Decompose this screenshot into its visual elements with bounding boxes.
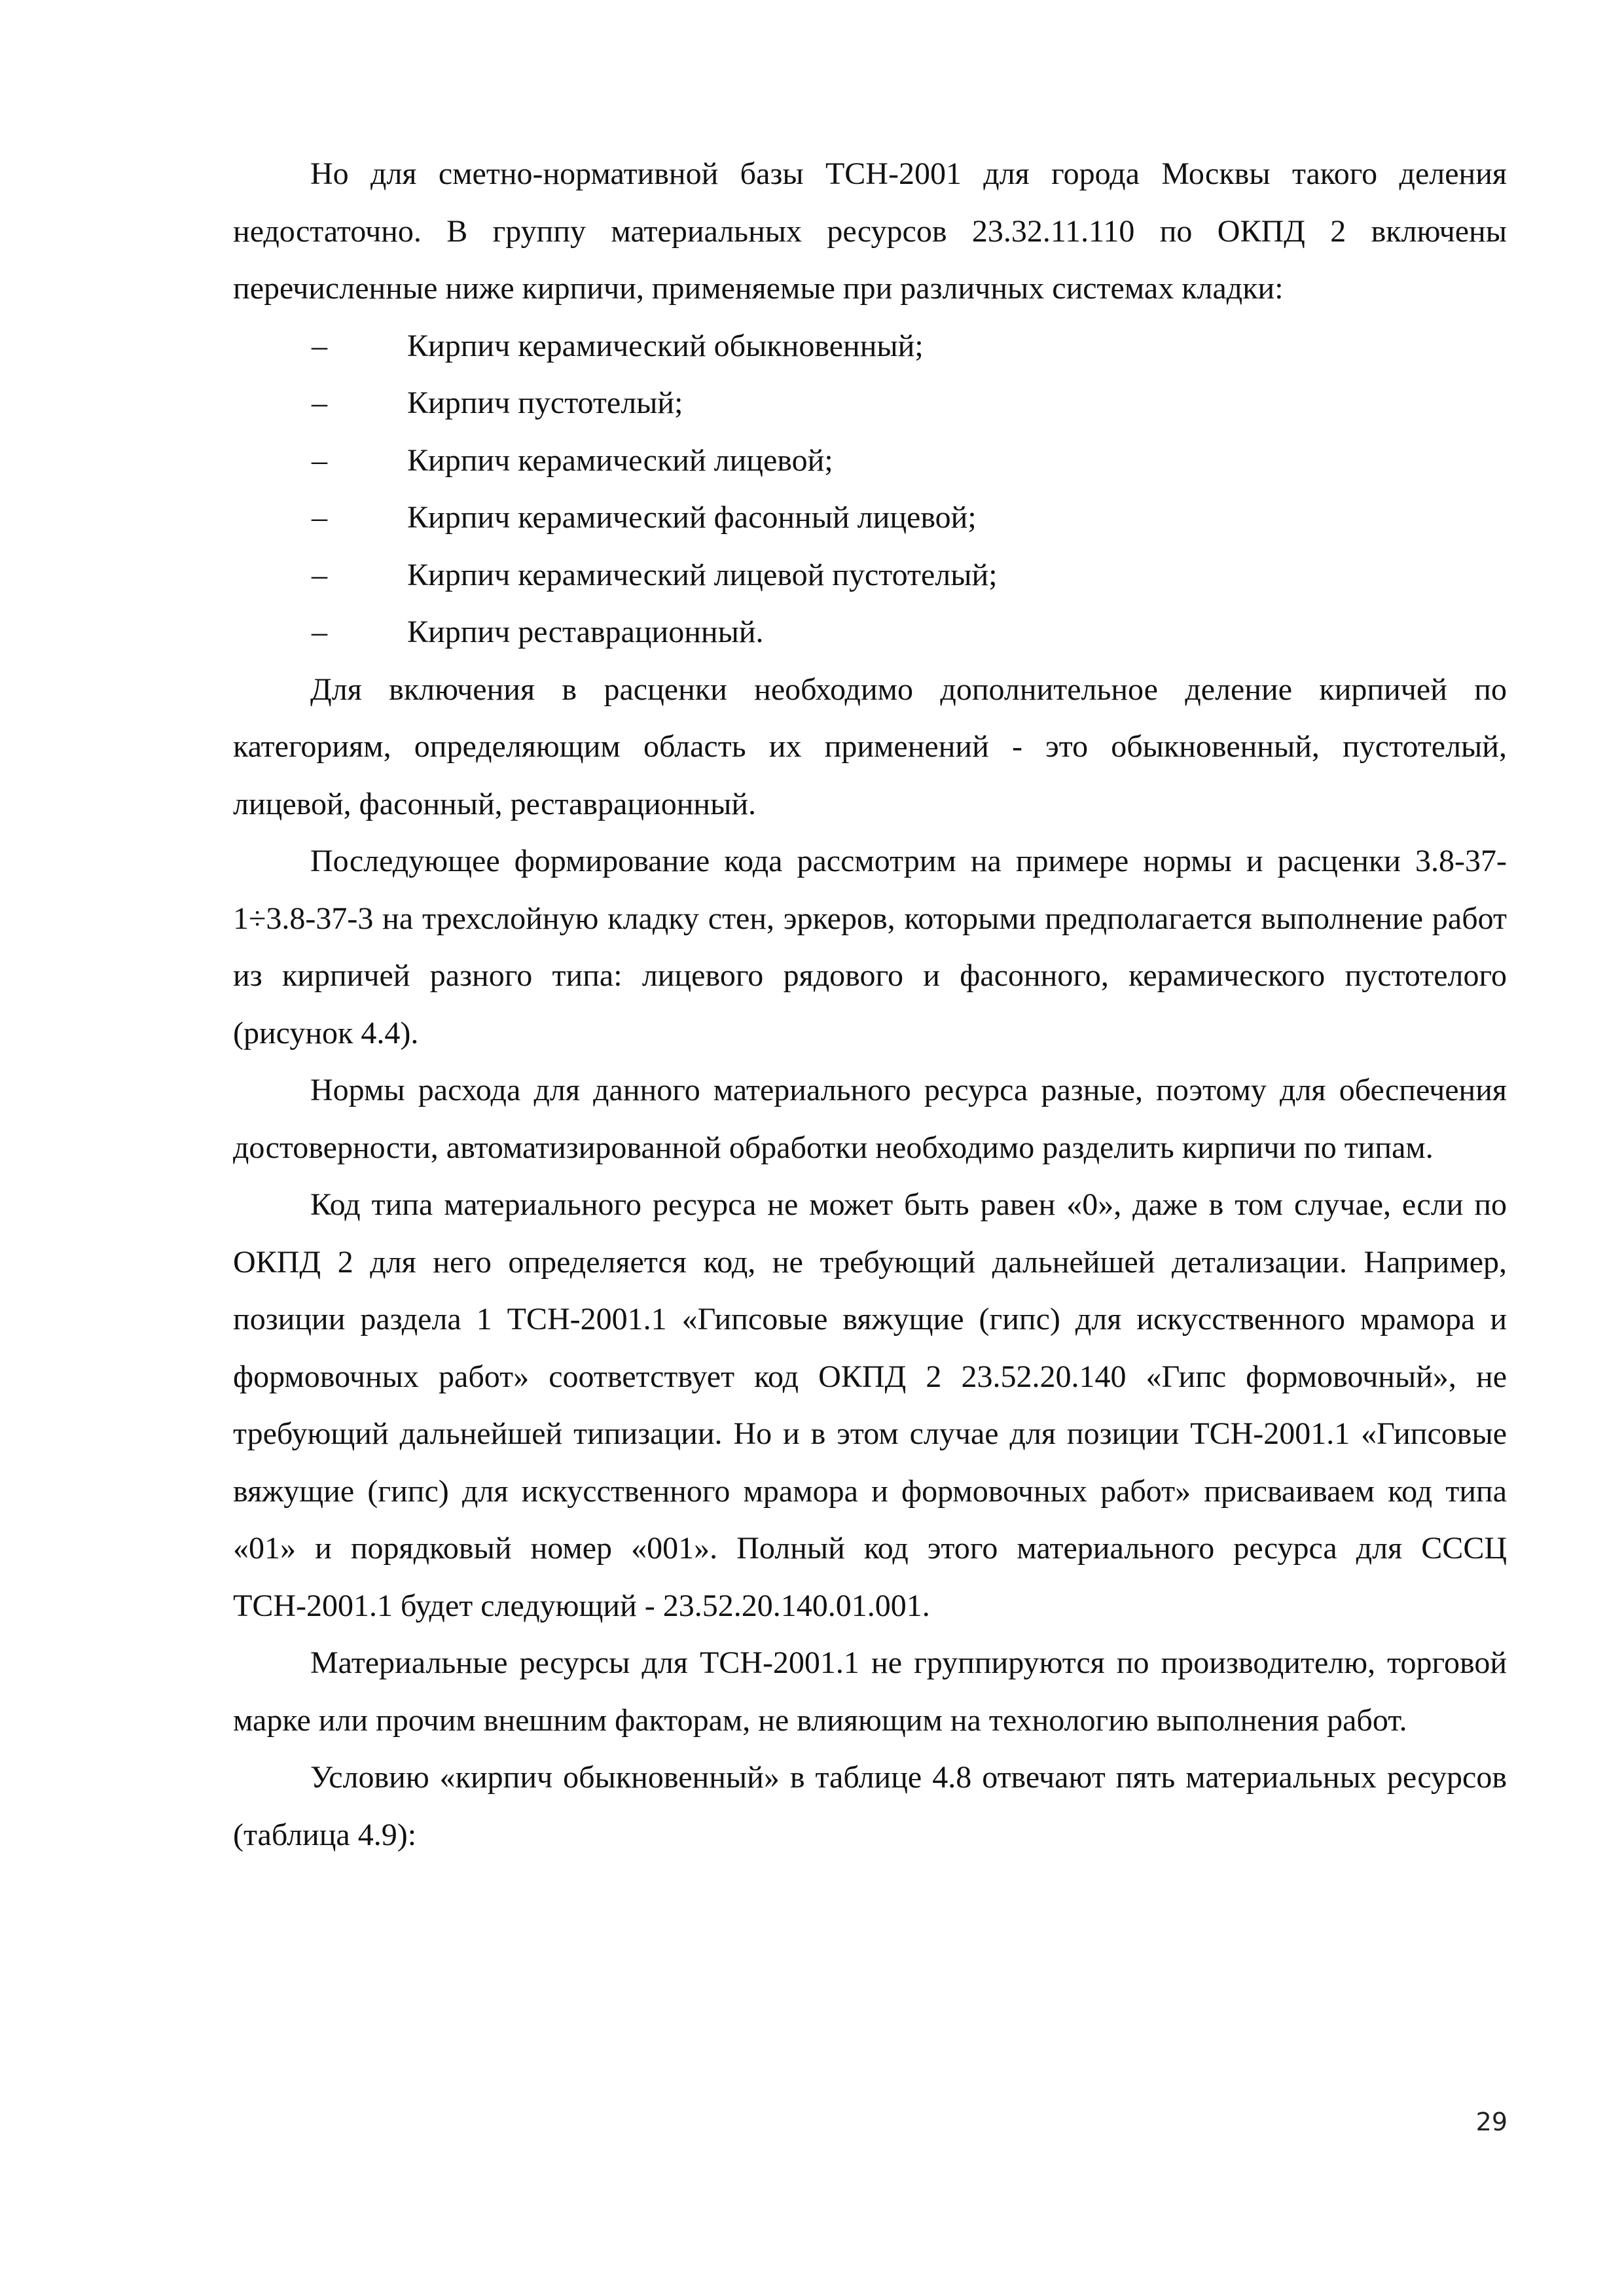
- list-item-text: Кирпич реставрационный.: [407, 615, 764, 649]
- paragraph-code-formation: Последующее формирование кода рассмотрим на примере нормы и расценки 3.8-37-1÷3.8-37-3 на трехслойную кладку стен, эркеров, которыми предполагается выполнение работ из кирпичей разного типа: лицевого рядового и фасонного, керамического пустотелого (рисунок 4.4).: [233, 844, 1507, 1050]
- body-text: [233, 145, 1507, 1863]
- list-dash: –: [312, 442, 327, 478]
- list-item: [233, 547, 1507, 604]
- list-item: [233, 603, 1507, 661]
- list-dash: –: [312, 386, 327, 420]
- list-item-text: Кирпич керамический лицевой пустотелый;: [407, 557, 998, 592]
- paragraph-type-code: Код типа материального ресурса не может быть равен «0», даже в том случае, если по ОКПД 2 для него определяется код, не требующий дальнейшей детализации. Например, позиции раздела 1 ТСН-2001.1 «Гипсовые вяжущие (гипс) для искусственного мрамора и формовочных работ» соответствует код ОКПД 2 23.52.20.140 «Гипс формовочный», не требующий дальнейшей типизации. Но и в этом случае для позиции ТСН-2001.1 «Гипсовые вяжущие (гипс) для искусственного мрамора и формовочных работ» присваиваем код типа «01» и порядковый номер «001». Полный код этого материального ресурса для СССЦ ТСН-2001.1 будет следующий - 23.52.20.140.01.001.: [233, 1187, 1507, 1623]
- list-dash: –: [312, 328, 327, 363]
- list-item: [233, 489, 1507, 547]
- list-item: [233, 432, 1507, 490]
- paragraph-table-reference: Условию «кирпич обыкновенный» в таблице 4.8 отвечают пять материальных ресурсов (таблица 4.9):: [233, 1760, 1507, 1852]
- list-item-text: Кирпич керамический обыкновенный;: [407, 328, 924, 363]
- list-dash: –: [312, 615, 327, 649]
- list-item: [233, 374, 1507, 432]
- intro-paragraph: Но для сметно-нормативной базы ТСН-2001 для города Москвы такого деления недостаточно. В группу материальных ресурсов 23.32.11.110 по ОКПД 2 включены перечисленные ниже кирпичи, применяемые при различных системах кладки:: [233, 156, 1507, 306]
- page-number: 29: [1475, 2108, 1507, 2136]
- list-dash: –: [312, 500, 327, 535]
- list-dash: –: [312, 557, 327, 592]
- list-item-text: Кирпич пустотелый;: [407, 386, 683, 420]
- paragraph-grouping: Материальные ресурсы для ТСН-2001.1 не группируются по производителю, торговой марке или прочим внешним факторам, не влияющим на технологию выполнения работ.: [233, 1645, 1507, 1738]
- paragraph-consumption-norms: Нормы расхода для данного материального ресурса разные, поэтому для обеспечения достоверности, автоматизированной обработки необходимо разделить кирпичи по типам.: [233, 1073, 1507, 1165]
- list-item-text: Кирпич керамический фасонный лицевой;: [407, 500, 977, 535]
- paragraph-categories: Для включения в расценки необходимо дополнительное деление кирпичей по категориям, определяющим область их применений - это обыкновенный, пустотелый, лицевой, фасонный, реставрационный.: [233, 672, 1507, 821]
- list-item: [233, 317, 1507, 375]
- list-item-text: Кирпич керамический лицевой;: [407, 442, 833, 478]
- brick-type-list: [233, 317, 1507, 661]
